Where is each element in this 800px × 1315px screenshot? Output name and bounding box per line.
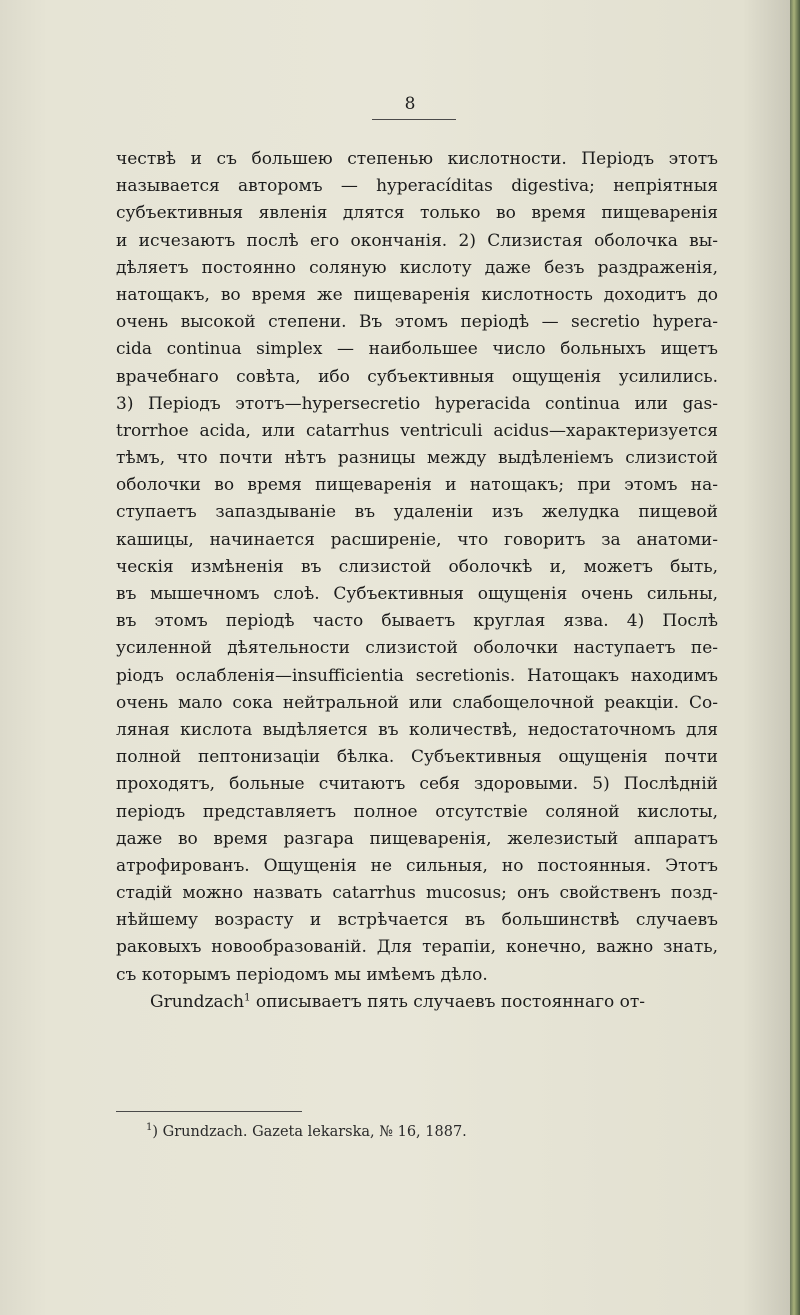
text-line: полной пептонизаціи бѣлка. Субъективныя ощущенія почти (116, 747, 718, 768)
text-line: и исчезаютъ послѣ его окончанія. 2) Слизистая оболочка вы- (116, 230, 718, 251)
body-text (116, 146, 718, 1016)
book-edge (790, 0, 800, 1315)
text-line: оболочки во время пищеваренія и натощакъ; при этомъ на- (116, 475, 718, 496)
footnote-rule (116, 1111, 302, 1112)
text-line: дѣляетъ постоянно соляную кислоту даже безъ раздраженія, (116, 257, 718, 278)
text-line: cida continua simplex — наибольшее число больныхъ ищетъ (116, 339, 718, 360)
text-line: субъективныя явленія длятся только во время пищеваренія (116, 203, 718, 224)
text-line: очень мало сока нейтральной или слабощелочной реакціи. Со- (116, 692, 718, 713)
footnote (146, 1124, 706, 1140)
text-line: стадій можно назвать catarrhus mucosus; онъ свойственъ позд- (116, 883, 718, 904)
footnote-text: ) Grundzach. Gazeta lekarska, № 16, 1887. (152, 1124, 467, 1140)
text-line: проходятъ, больные считаютъ себя здоровыми. 5) Послѣдній (116, 774, 718, 795)
text-line: въ мышечномъ слоѣ. Субъективныя ощущенія очень сильны, (116, 584, 718, 604)
text-line: 3) Періодъ этотъ—hypersecretio hyperacida continua или gas- (116, 393, 718, 414)
page-number-rule (372, 119, 456, 120)
footnote-reference: 1 (244, 992, 251, 1004)
text-line: періодъ представляетъ полное отсутствіе соляной кислоты, (116, 801, 718, 822)
text-line: атрофированъ. Ощущенія не сильныя, но постоянныя. Этотъ (116, 855, 718, 876)
text-line: раковыхъ новообразованій. Для терапіи, конечно, важно знать, (116, 937, 718, 958)
text-line: тѣмъ, что почти нѣтъ разницы между выдѣленіемъ слизистой (116, 448, 718, 469)
text-line: натощакъ, во время же пищеваренія кислотность доходитъ до (116, 284, 718, 305)
text-line: врачебнаго совѣта, ибо субъективныя ощущенія усилились. (116, 366, 718, 387)
text-line: trorrhoe acida, или catarrhus ventriculi acidus—характеризуется (116, 420, 718, 441)
text-line: ступаетъ запаздываніе въ удаленіи изъ желудка пищевой (116, 502, 718, 523)
text-line: чествѣ и съ большею степенью кислотности. Періодъ этотъ (116, 149, 718, 169)
page-number: 8 (404, 94, 416, 114)
paragraph-start-line (116, 989, 718, 1016)
text-line: усиленной дѣятельности слизистой оболочки наступаетъ пе- (116, 638, 718, 659)
text-line: даже во время разгара пищеваренія, железистый аппаратъ (116, 828, 718, 849)
text-line: кашицы, начинается расширеніе, что говоритъ за анатоми- (116, 529, 718, 550)
text-line: нѣйшему возрасту и встрѣчается въ большинствѣ случаевъ (116, 910, 718, 931)
text-line: называется авторомъ — hyperacíditas digestiva; непріятныя (116, 176, 718, 197)
cited-author: Grundzach (150, 991, 245, 1012)
text-line: ляная кислота выдѣляется въ количествѣ, недостаточномъ для (116, 719, 718, 740)
text-line: ріодъ ослабленія—insufficientia secretionis. Натощакъ находимъ (116, 665, 718, 686)
text-line: ческія измѣненія въ слизистой оболочкѣ и, можетъ быть, (116, 556, 718, 577)
text-line: въ этомъ періодѣ часто бываетъ круглая язва. 4) Послѣ (116, 611, 718, 632)
text-line: очень высокой степени. Въ этомъ періодѣ — secretio hypera- (116, 312, 718, 333)
text-line: съ которымъ періодомъ мы имѣемъ дѣло. (116, 964, 488, 985)
paragraph-text: описываетъ пять случаевъ постояннаго от- (250, 991, 646, 1012)
footnote-marker: 1 (146, 1122, 153, 1134)
